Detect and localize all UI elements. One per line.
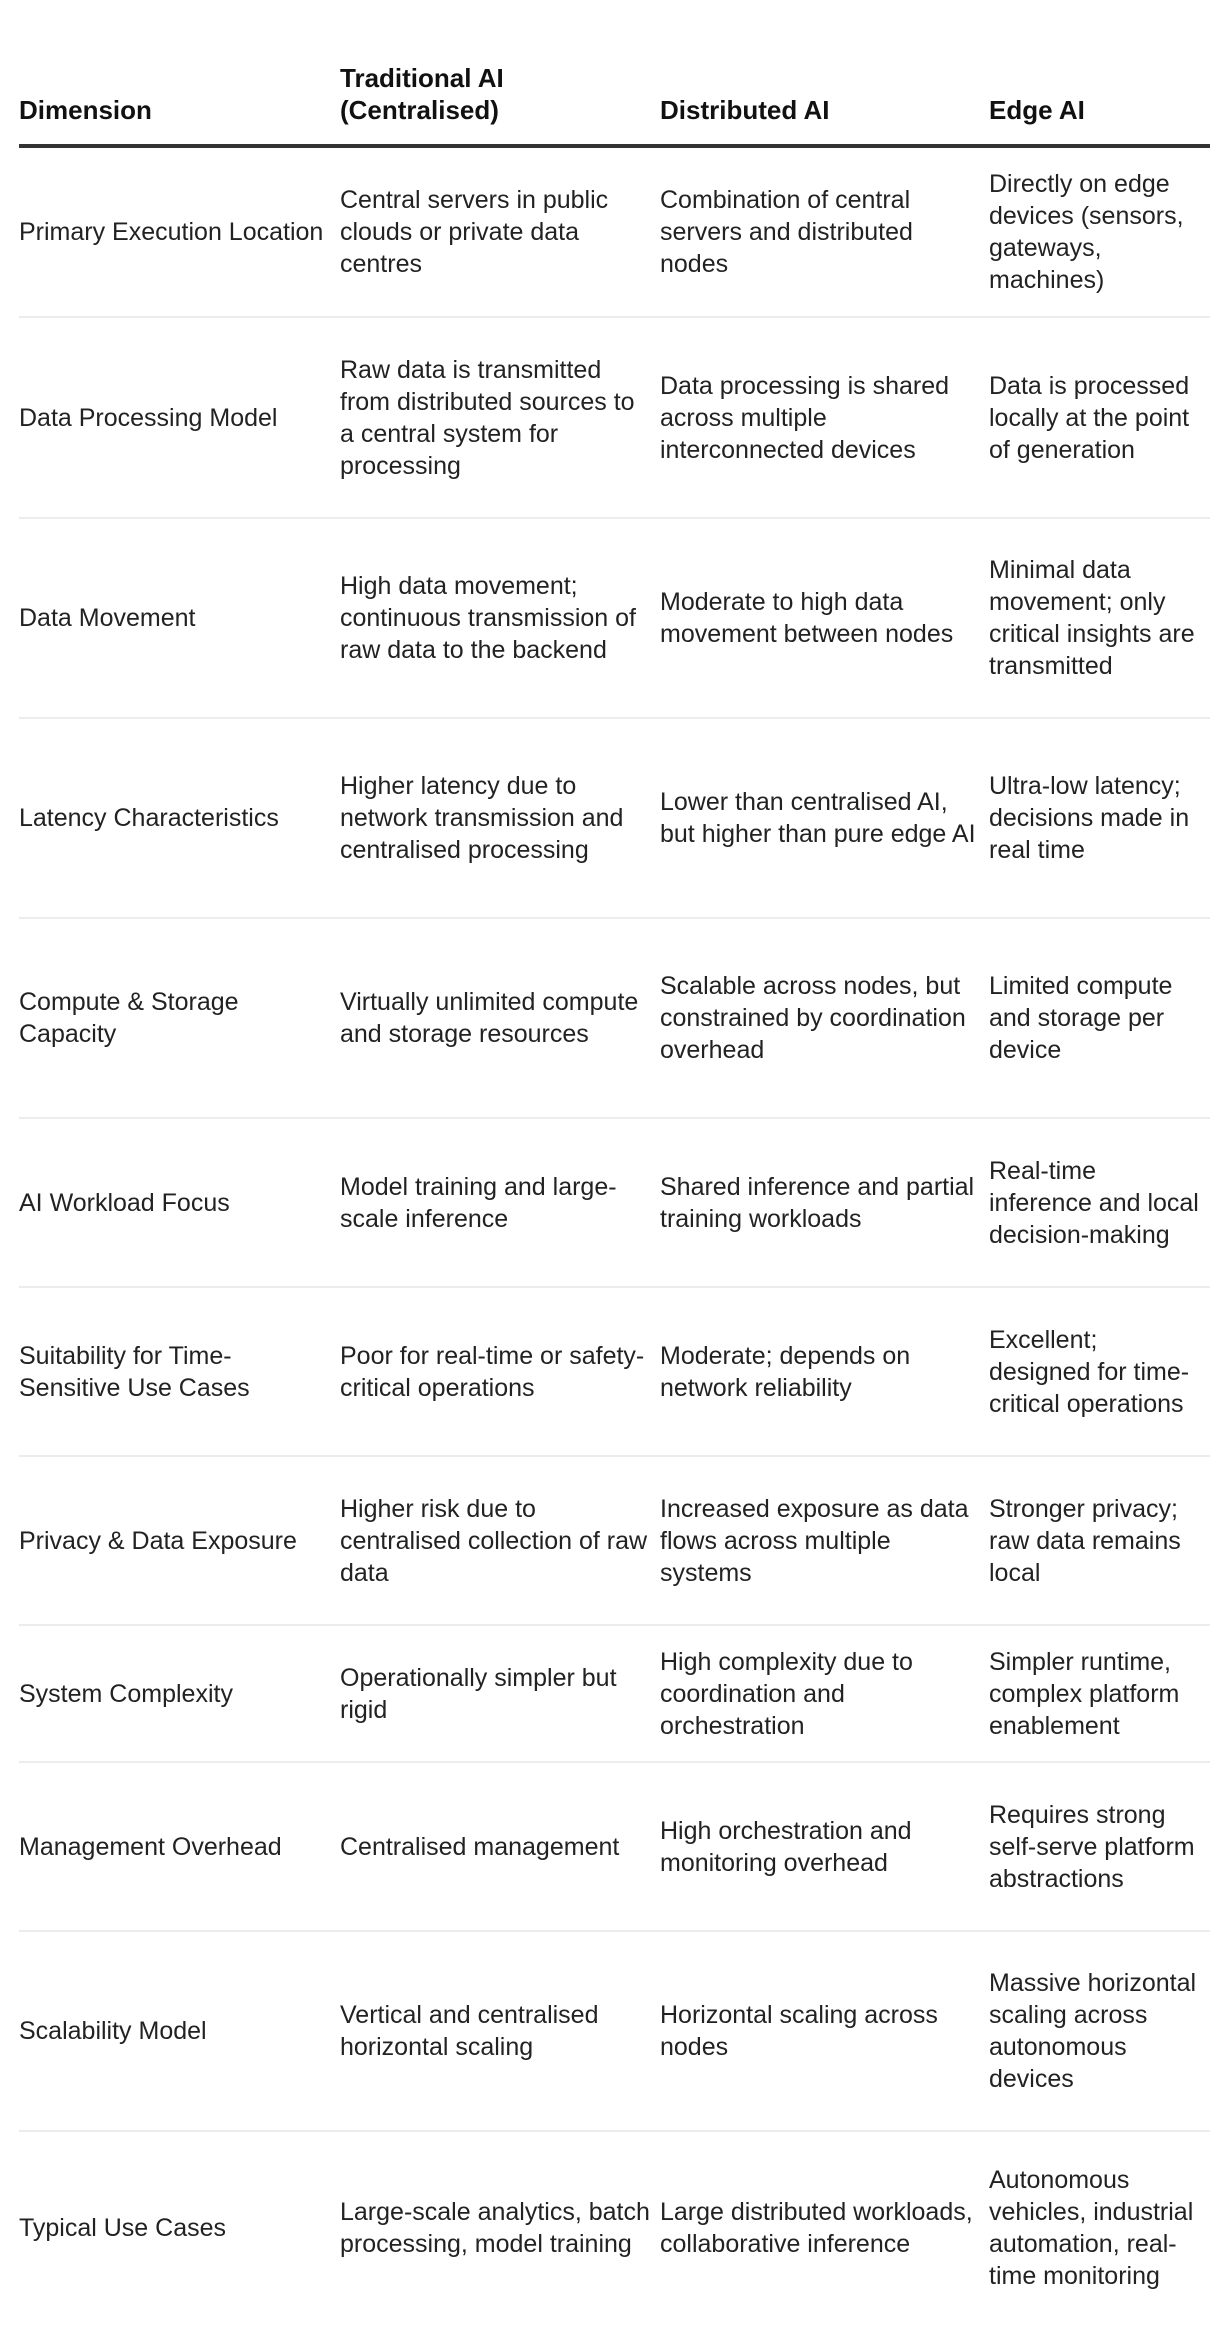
cell-distributed: Data processing is shared across multiple interconnected devices xyxy=(660,317,989,518)
cell-edge: Directly on edge devices (sensors, gateways, machines) xyxy=(989,146,1210,317)
cell-dimension: Latency Characteristics xyxy=(19,718,340,918)
table-row xyxy=(19,1456,1210,1625)
table-row xyxy=(19,518,1210,718)
cell-distributed: Combination of central servers and distributed nodes xyxy=(660,146,989,317)
cell-distributed: High complexity due to coordination and orchestration xyxy=(660,1625,989,1762)
table-row xyxy=(19,1118,1210,1287)
cell-dimension: Typical Use Cases xyxy=(19,2213,227,2242)
table-row xyxy=(19,1931,1210,2131)
cell-distributed: Increased exposure as data flows across multiple systems xyxy=(660,1456,989,1625)
cell-edge: Limited compute and storage per device xyxy=(989,918,1210,1118)
cell-edge: Massive horizontal scaling across autonomous devices xyxy=(989,1931,1210,2131)
table-row xyxy=(19,317,1210,518)
table-row xyxy=(19,2131,1210,2323)
cell-dimension: Suitability for Time-Sensitive Use Cases xyxy=(19,1287,340,1456)
table-row xyxy=(19,1287,1210,1456)
header-dimension: Dimension xyxy=(19,0,340,146)
cell-distributed: Scalable across nodes, but constrained by coordination overhead xyxy=(660,918,989,1118)
cell-edge: Real-time inference and local decision-making xyxy=(989,1118,1210,1287)
cell-distributed: Moderate; depends on network reliability xyxy=(660,1287,989,1456)
table-row xyxy=(19,718,1210,918)
cell-distributed: High orchestration and monitoring overhead xyxy=(660,1762,989,1931)
cell-edge: Requires strong self-serve platform abstractions xyxy=(989,1762,1210,1931)
cell-traditional: Model training and large-scale inference xyxy=(340,1118,660,1287)
cell-traditional: Large-scale analytics, batch processing, model training xyxy=(340,2197,650,2258)
cell-distributed: Lower than centralised AI, but higher than pure edge AI xyxy=(660,718,989,918)
cell-dimension: Scalability Model xyxy=(19,1931,340,2131)
header-row xyxy=(19,0,1210,146)
header-traditional-ai: Traditional AI (Centralised) xyxy=(340,0,660,146)
cell-traditional: Centralised management xyxy=(340,1762,660,1931)
cell-edge: Ultra-low latency; decisions made in real time xyxy=(989,718,1210,918)
cell-traditional: Operationally simpler but rigid xyxy=(340,1625,660,1762)
cell-traditional: Central servers in public clouds or private data centres xyxy=(340,146,660,317)
cell-traditional: High data movement; continuous transmission of raw data to the backend xyxy=(340,518,660,718)
cell-traditional: Raw data is transmitted from distributed sources to a central system for processing xyxy=(340,317,660,518)
cell-edge: Minimal data movement; only critical insights are transmitted xyxy=(989,518,1210,718)
comparison-table xyxy=(19,0,1210,2323)
cell-dimension: Primary Execution Location xyxy=(19,146,340,317)
cell-dimension: Data Processing Model xyxy=(19,317,340,518)
cell-traditional: Poor for real-time or safety-critical operations xyxy=(340,1287,660,1456)
cell-traditional: Virtually unlimited compute and storage resources xyxy=(340,918,660,1118)
cell-dimension: AI Workload Focus xyxy=(19,1118,340,1287)
table-row xyxy=(19,146,1210,317)
header-edge-ai: Edge AI xyxy=(989,0,1210,146)
cell-edge: Stronger privacy; raw data remains local xyxy=(989,1456,1210,1625)
cell-dimension: System Complexity xyxy=(19,1625,340,1762)
header-distributed-ai: Distributed AI xyxy=(660,0,989,146)
cell-distributed: Moderate to high data movement between nodes xyxy=(660,518,989,718)
cell-traditional: Higher latency due to network transmission and centralised processing xyxy=(340,718,660,918)
cell-dimension: Management Overhead xyxy=(19,1762,340,1931)
cell-edge: Data is processed locally at the point of generation xyxy=(989,317,1210,518)
cell-distributed: Shared inference and partial training workloads xyxy=(660,1118,989,1287)
table-row xyxy=(19,1625,1210,1762)
cell-edge: Autonomous vehicles, industrial automation, real-time monitoring xyxy=(989,2165,1194,2290)
cell-edge: Simpler runtime, complex platform enablement xyxy=(989,1625,1210,1762)
cell-distributed: Large distributed workloads, collaborative inference xyxy=(660,2197,973,2258)
cell-edge: Excellent; designed for time-critical operations xyxy=(989,1287,1210,1456)
cell-dimension: Compute & Storage Capacity xyxy=(19,918,340,1118)
table-row xyxy=(19,1762,1210,1931)
cell-dimension: Privacy & Data Exposure xyxy=(19,1456,340,1625)
cell-traditional: Higher risk due to centralised collection of raw data xyxy=(340,1456,660,1625)
cell-distributed: Horizontal scaling across nodes xyxy=(660,1931,989,2131)
table-row xyxy=(19,918,1210,1118)
cell-dimension: Data Movement xyxy=(19,518,340,718)
cell-traditional: Vertical and centralised horizontal scaling xyxy=(340,1931,660,2131)
